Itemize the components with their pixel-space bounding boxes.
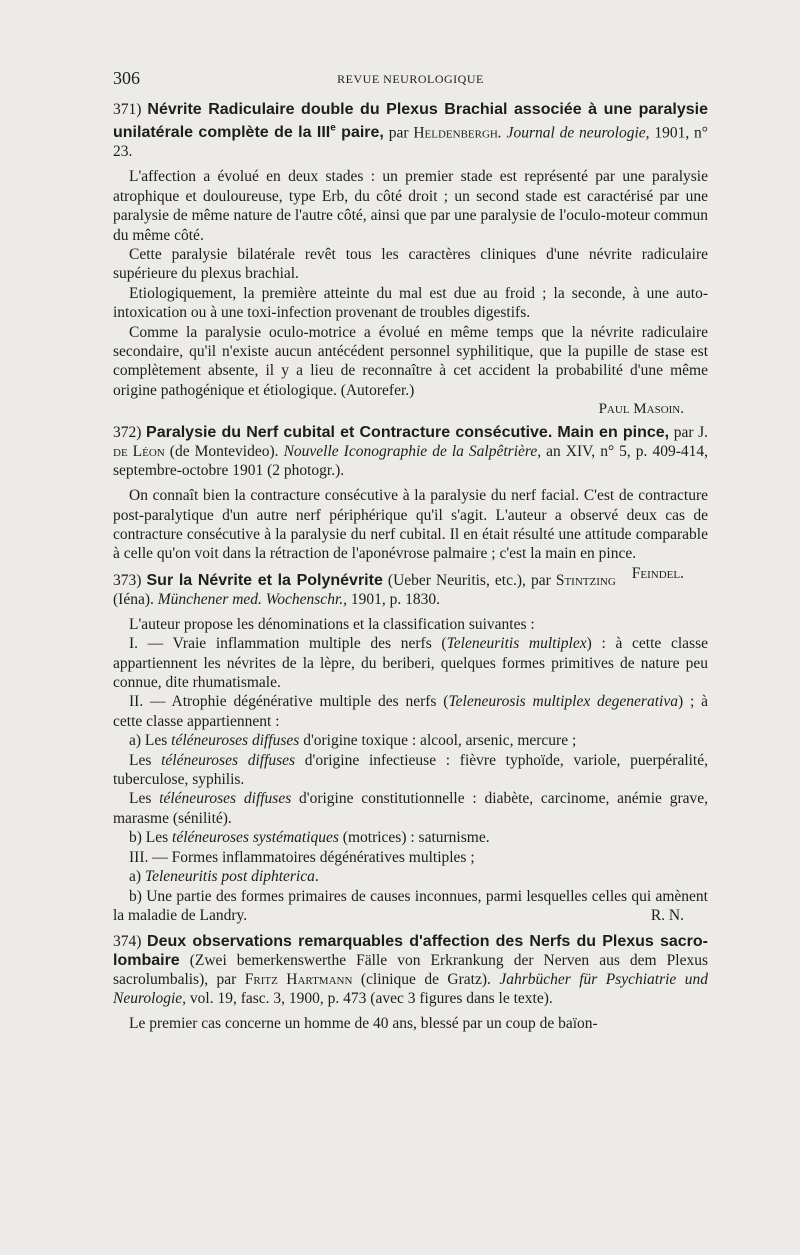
paragraph: b) Une partie des formes primaires de causes inconnues, parmi lesquelles celles qui amènent la maladie de Landry. R. N. [113,887,708,924]
journal: Jahrbücher für Psychiatrie und Neurologie, [113,971,708,1008]
paragraph: I. — Vraie inflammation multiple des nerfs (Teleneuritis multiplex) : à cette classe appartiennent les névrites de la lèpre, du beriberi, quelques formes primitives de nature peu connue, dite rhumatismale. [113,635,708,692]
paragraph: Le premier cas concerne un homme de 40 ans, blessé par un coup de baïon- [129,1015,598,1033]
article-title: Névrite Radiculaire double du Plexus Brachial associée à une paralysie unilatérale complète de la IIIe paire, [113,101,709,142]
signature: R. N. [650,906,684,924]
paragraph: On connaît bien la contracture consécutive à la paralysie du nerf facial. C'est de contracture post-paralytique d'un autre nerf périphérique qu'il s'agit. L'auteur a observé deux cas de contracture consécutive à la paralysie du nerf cubital. Il en était résulté une attitude comparable à celle qu'on voit dans la rétraction de l'aponévrose palmaire ; c'est la main en pince. Feindel. [113,487,708,582]
paragraph: b) Les téléneuroses systématiques (motrices) : saturnisme. [129,829,490,847]
article-371 [113,100,708,419]
author: Heldenbergh [413,124,498,142]
author: Stintzing [555,571,616,589]
paragraph: a) Teleneuritis post diphterica. [129,868,319,886]
article-heading: 373) Sur la Névrite et la Polynévrite (Ueber Neuritis, etc.), par Stintzing (Iéna). Münchener med. Wochenschr., 1901, p. 1830. [113,571,616,608]
paragraph: Comme la paralysie oculo-motrice a évolué en même temps que la névrite radiculaire secondaire, qu'il n'existe aucun antécédent personnel syphilitique, que la pupille de stase est complètement absente, il y a lieu de reconnaître à cet accident la probabilité d'une même origine pathogénique et étiologique. (Autorefer.) [113,323,708,399]
paragraph: Cette paralysie bilatérale revêt tous les caractères cliniques d'une névrite radiculaire supérieure du plexus brachial. [113,245,708,283]
signature: Feindel. [631,564,684,582]
signature: Paul Masoin. [598,401,684,418]
page-header [113,68,708,92]
paragraph: Etiologiquement, la première atteinte du mal est due au froid ; la seconde, à une auto-intoxication ou à une toxi-infection provenant de troubles digestifs. [113,284,708,322]
article-title: Deux observations remarquables d'affection des Nerfs du Plexus sacro-lombaire [113,933,708,970]
article-title: Paralysie du Nerf cubital et Contracture consécutive. Main en pince, [146,424,670,442]
paragraph: Les téléneuroses diffuses d'origine constitutionnelle : diabète, carcinome, anémie grave, marasme (sénilité). [113,790,708,827]
page-number: 306 [113,68,140,88]
journal: Münchener med. Wochenschr., [157,590,348,608]
paragraph: III. — Formes inflammatoires dégénératives multiples ; [129,848,475,866]
running-title: REVUE NEUROLOGIQUE [337,72,484,86]
article-heading: 371) Névrite Radiculaire double du Plexus Brachial associée à une paralysie unilatérale complète de la IIIe paire, par Heldenbergh. Journal de neurologie, 1901, n° 23. [113,101,709,161]
paragraph: a) Les téléneuroses diffuses d'origine toxique : alcool, arsenic, mercure ; [129,732,577,750]
article-title: Sur la Névrite et la Polynévrite [146,571,383,589]
author: de Léon [113,443,165,461]
author: Fritz Hartmann [244,971,353,989]
journal: Nouvelle Iconographie de la Salpêtrière, [283,443,542,461]
paragraph: L'affection a évolué en deux stades : un premier stade est représenté par une paralysie atrophique et douloureuse, type Erb, du côté droit ; un second stade est caractérisé par une paralysie de même nature de l'autre côté, ainsi que par une paralysie de l'oculo-moteur commun du même côté. [113,168,708,244]
article-heading: 374) Deux observations remarquables d'affection des Nerfs du Plexus sacro-lombaire (Zwei bemerkenswerthe Fälle von Erkrankung der Nerven aus dem Plexus sacrolumbalis), par Fritz Hartmann (clinique de Gratz). Jahrbücher für Psychiatrie und Neurologie, vol. 19, fasc. 3, 1900, p. 473 (avec 3 figures dans le texte). [113,933,708,1008]
article-374 [113,932,708,1033]
article-heading: 372) Paralysie du Nerf cubital et Contracture consécutive. Main en pince, par J. de Léon (de Montevideo). Nouvelle Iconographie de la Salpêtrière, an XIV, n° 5, p. 409-414, septembre-octobre 1901 (2 photogr.). [113,424,709,480]
journal: . Journal de neurologie, [497,124,650,142]
paragraph: L'auteur propose les dénominations et la classification suivantes : [129,615,535,633]
paragraph: II. — Atrophie dégénérative multiple des nerfs (Teleneurosis multiplex degenerativa) ; à cette classe appartiennent : [113,693,708,730]
article-373 [113,571,708,930]
paragraph: Les téléneuroses diffuses d'origine infectieuse : fièvre typhoïde, variole, puerpéralité, tuberculose, syphilis. [113,751,708,789]
